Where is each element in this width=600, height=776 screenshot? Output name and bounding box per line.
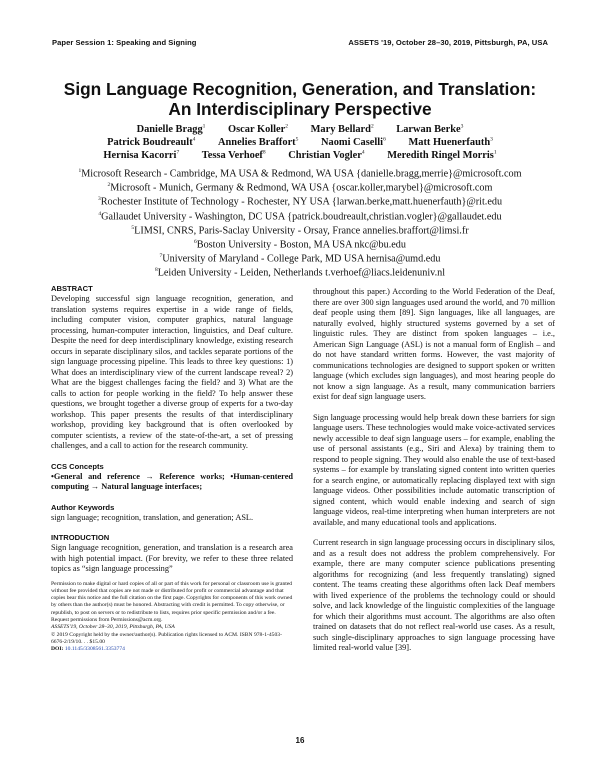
introduction-text: Sign language recognition, generation, and translation is a research area with high potential impact. (For brevity, we refer to these three related topics as “sign language processing” (51, 543, 293, 573)
keywords-text: sign language; recognition, translation, and generation; ASL. (51, 512, 254, 522)
left-column (51, 284, 293, 653)
affiliation: $^8$Leiden University - Leiden, Netherlands t.verhoef@liacs.leidenuniv.nl (154, 267, 446, 279)
body-paragraph: Sign language processing would help break down these barriers for sign language users. These technologies would make voice-activated services newly accessible to deaf sign language users – for example, enabling the use of personal assistants (e.g., Siri and Alexa) by training them to respond to people signing. They would also enable the use of text-based systems – for example by translating signed content into written queries for a search engine, or automatically replacing displayed text with sign language videos. Other possibilities include automatic transcription of signed content, which would enable indexing and search of sign language videos, real-time interpreting when human interpreters are not available, and many educational tools and applications. (313, 412, 555, 527)
body-paragraph: Current research in sign language processing occurs in disciplinary silos, and as a result does not address the problem comprehensively. For example, there are many computer science publications presenting algorithms for recognizing (and less frequently translating) signed content. The teams creating these algorithms often lack Deaf members with lived experience of the problems the technology could or should solve, and lack knowledge of the linguistic complexities of the language for which their algorithms must account. The algorithms are also often trained on datasets that do not reflect real-world use cases. As a result, such single-disciplinary approaches to sign language processing have limited real-world value [39]. (313, 538, 555, 652)
author: Mary Bellard$^2$ (310, 124, 374, 136)
author: Oscar Koller$^2$ (228, 124, 289, 136)
paper-title-line-1: Sign Language Recognition, Generation, and Translation: (63, 79, 537, 99)
author: Hernisa Kacorri$^7$ (103, 150, 180, 162)
copyright-text: © 2019 Copyright held by the owner/author(s). Publication rights licensed to ACM. ISBN 978-1-4503-6676-2/19/10. . . $15.00 (51, 631, 282, 645)
venue-text: ASSETS'19, October 28–30, 2019, Pittsburgh, PA, USA (51, 624, 175, 631)
author: Matt Huenerfauth$^3$ (408, 137, 493, 149)
affiliation: $^5$LIMSI, CNRS, Paris-Saclay University - Orsay, France annelies.braffort@limsi.fr (131, 224, 469, 237)
affiliation: $^4$Gallaudet University - Washington, DC USA {patrick.boudreault,christian.vogler}@gallaudet.edu (98, 210, 502, 222)
introduction-heading: INTRODUCTION (51, 533, 110, 542)
author: Meredith Ringel Morris$^1$ (387, 150, 497, 162)
author: Larwan Berke$^3$ (396, 124, 464, 136)
permission-text: Permission to make digital or hard copies of all or part of this work for personal or classroom use is granted without fee provided that copies are not made or distributed for profit or commercial advantage and that copies bear this notice and the full citation on the first page. Copyrights for components of this work owned by others than the author(s) must be honored. Abstracting with credit is permitted. To copy otherwise, or republish, to post on servers or to redistribute to lists, requires prior specific permission and/or a fee. Request permissions from Permissions@acm.org. (51, 580, 293, 623)
author: Christian Vogler$^4$ (288, 150, 365, 162)
affiliation: $^1$Microsoft Research - Cambridge, MA USA & Redmond, WA USA {danielle.bragg,merrie}@microsoft.com (78, 168, 522, 180)
author: Patrick Boudreault$^4$ (107, 137, 196, 149)
keywords-heading: Author Keywords (51, 502, 115, 512)
affiliation: $^3$Rochester Institute of Technology - Rochester, NY USA {larwan.berke,matt.huenerfauth}@rit.edu (97, 196, 503, 208)
affiliation: $^2$Microsoft - Munich, Germany & Redmond, WA USA {oscar.koller,marybel}@microsoft.com (107, 182, 493, 194)
running-header-right: ASSETS '19, October 28–30, 2019, Pittsburgh, PA, USA (348, 38, 548, 47)
doi-link[interactable]: 10.1145/3308561.3353774 (64, 646, 125, 653)
author: Danielle Bragg$^1$ (136, 124, 206, 136)
permission-block (51, 581, 293, 654)
doi-line (51, 646, 293, 653)
author-row-3 (40, 147, 560, 162)
page-number: 16 (295, 736, 305, 745)
affiliations (20, 166, 580, 280)
running-header-left: Paper Session 1: Speaking and Signing (52, 38, 197, 47)
abstract-heading: ABSTRACT (51, 284, 93, 293)
author: Naomi Caselli$^6$ (321, 137, 386, 149)
ccs-text: •General and reference → Reference works; •Human-centered computing → Natural language interfaces; (51, 471, 293, 491)
author: Annelies Braffort$^5$ (218, 137, 299, 149)
author: Tessa Verhoef$^8$ (201, 150, 266, 162)
paper-title-line-2: An Interdisciplinary Perspective (168, 99, 432, 119)
body-paragraph: throughout this paper.) According to the World Federation of the Deaf, there are over 300 sign languages used around the world, and 70 million deaf people using them [89]. Sign languages, like all languages, are naturally evolved, highly structured systems governed by a set of linguistic rules. They are distinct from spoken languages – i.e., American Sign Language (ASL) is not a manual form of English – and do not have standard written forms. However, the vast majority of communications technologies are designed to support spoken or written language (which excludes sign languages), and most hearing people do not know a sign language. As a result, many communication barriers exist for deaf sign language users. (313, 287, 555, 401)
abstract-text: Developing successful sign language recognition, generation, and translation systems requires expertise in a wide range of fields, including computer vision, computer graphics, natural language processing, human-computer interaction, linguistics, and Deaf culture. Despite the need for deep interdisciplinary knowledge, existing research occurs in separate disciplinary silos, and tackles separate portions of the sign language processing pipeline. This leads to three key questions: 1) What does an interdisciplinary view of the current landscape reveal? 2) What are the biggest challenges facing the field? and 3) What are the calls to action for people working in the field? To help answer these questions, we brought together a diverse group of experts for a two-day workshop. This paper presents the results of that interdisciplinary workshop, providing key background that is often overlooked by computer scientists, a review of the state-of-the-art, a set of pressing challenges, and a call to action for the research community. (51, 294, 293, 450)
doi-label: DOI: (51, 646, 64, 653)
affiliation: $^6$Boston University - Boston, MA USA nkc@bu.edu (194, 238, 406, 251)
right-column (313, 287, 555, 654)
ccs-heading: CCS Concepts (51, 461, 104, 471)
affiliation: $^7$University of Maryland - College Park, MD USA hernisa@umd.edu (159, 253, 441, 265)
